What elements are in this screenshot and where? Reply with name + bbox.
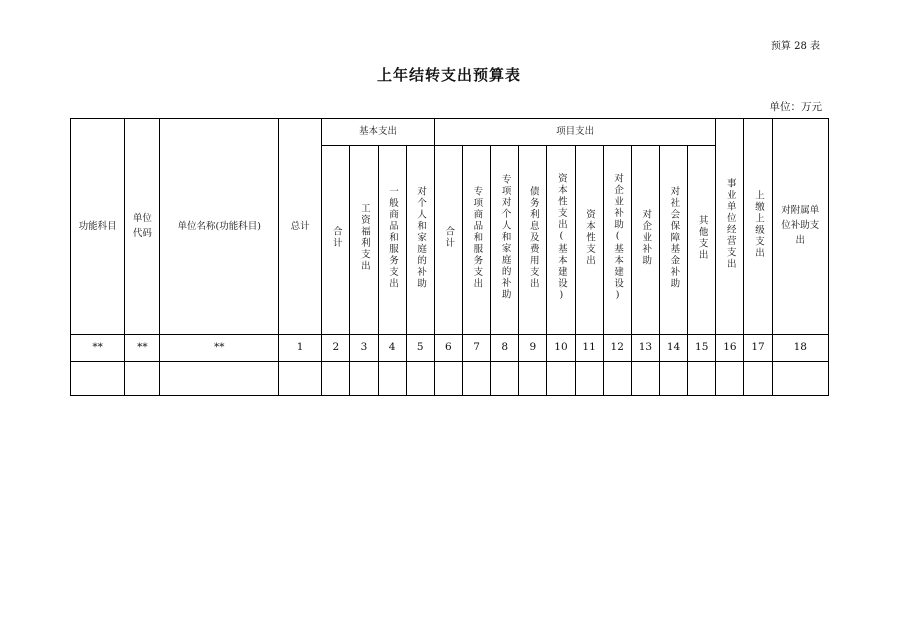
index-cell: ** [125, 335, 160, 362]
data-cell[interactable] [462, 362, 490, 396]
data-cell[interactable] [547, 362, 575, 396]
data-cell[interactable] [659, 362, 687, 396]
header-total: 总计 [279, 119, 322, 335]
header-project-capital-construction: 资本性支出(基本建设) [547, 146, 575, 335]
data-cell[interactable] [434, 362, 462, 396]
header-basic-household: 对个人和家庭的补助 [406, 146, 434, 335]
form-number: 预算 28 表 [770, 41, 820, 52]
index-cell: 8 [491, 335, 519, 362]
data-cell[interactable] [575, 362, 603, 396]
index-cell: 2 [322, 335, 350, 362]
data-cell[interactable] [71, 362, 125, 396]
index-cell: 11 [575, 335, 603, 362]
data-cell[interactable] [160, 362, 279, 396]
header-project-enterprise: 对企业补助 [631, 146, 659, 335]
header-unit-code: 单位代码 [125, 119, 160, 335]
budget-table [70, 118, 829, 396]
header-affiliate-subsidy: 对附属单位补助支出 [772, 119, 828, 335]
data-cell[interactable] [279, 362, 322, 396]
header-basic-group: 基本支出 [322, 119, 435, 146]
header-basic-wages: 工资福利支出 [350, 146, 378, 335]
header-project-total: 合计 [434, 146, 462, 335]
header-basic-total: 合计 [322, 146, 350, 335]
data-cell[interactable] [688, 362, 716, 396]
header-upper-payment: 上缴上级支出 [744, 119, 772, 335]
empty-data-row [71, 362, 829, 396]
index-cell: 10 [547, 335, 575, 362]
index-cell: 14 [659, 335, 687, 362]
data-cell[interactable] [378, 362, 406, 396]
data-cell[interactable] [631, 362, 659, 396]
index-cell: 17 [744, 335, 772, 362]
data-cell[interactable] [744, 362, 772, 396]
data-cell[interactable] [716, 362, 744, 396]
header-project-other: 其他支出 [688, 146, 716, 335]
index-cell: 3 [350, 335, 378, 362]
data-cell[interactable] [772, 362, 828, 396]
data-cell[interactable] [519, 362, 547, 396]
index-cell: 7 [462, 335, 490, 362]
index-cell: 16 [716, 335, 744, 362]
index-cell: 12 [603, 335, 631, 362]
index-cell: 18 [772, 335, 828, 362]
index-cell: 5 [406, 335, 434, 362]
header-project-debt: 债务利息及费用支出 [519, 146, 547, 335]
index-cell: 1 [279, 335, 322, 362]
unit-label: 单位：万元 [769, 101, 822, 113]
header-business-expense: 事业单位经营支出 [716, 119, 744, 335]
data-cell[interactable] [322, 362, 350, 396]
index-cell: 6 [434, 335, 462, 362]
data-cell[interactable] [603, 362, 631, 396]
header-basic-goods: 一般商品和服务支出 [378, 146, 406, 335]
header-unit-name: 单位名称(功能科目) [160, 119, 279, 335]
header-project-group: 项目支出 [434, 119, 716, 146]
header-project-goods: 专项商品和服务支出 [462, 146, 490, 335]
data-cell[interactable] [406, 362, 434, 396]
index-cell: 9 [519, 335, 547, 362]
header-project-capital: 资本性支出 [575, 146, 603, 335]
index-row [71, 335, 829, 362]
header-func-subject: 功能科目 [71, 119, 125, 335]
header-project-enterprise-construction: 对企业补助(基本建设) [603, 146, 631, 335]
index-cell: 15 [688, 335, 716, 362]
header-project-social-security: 对社会保障基金补助 [659, 146, 687, 335]
data-cell[interactable] [350, 362, 378, 396]
index-cell: ** [71, 335, 125, 362]
index-cell: 4 [378, 335, 406, 362]
data-cell[interactable] [125, 362, 160, 396]
index-cell: 13 [631, 335, 659, 362]
header-project-household: 专项对个人和家庭的补助 [491, 146, 519, 335]
index-cell: ** [160, 335, 279, 362]
data-cell[interactable] [491, 362, 519, 396]
page-title: 上年结转支出预算表 [376, 66, 521, 84]
